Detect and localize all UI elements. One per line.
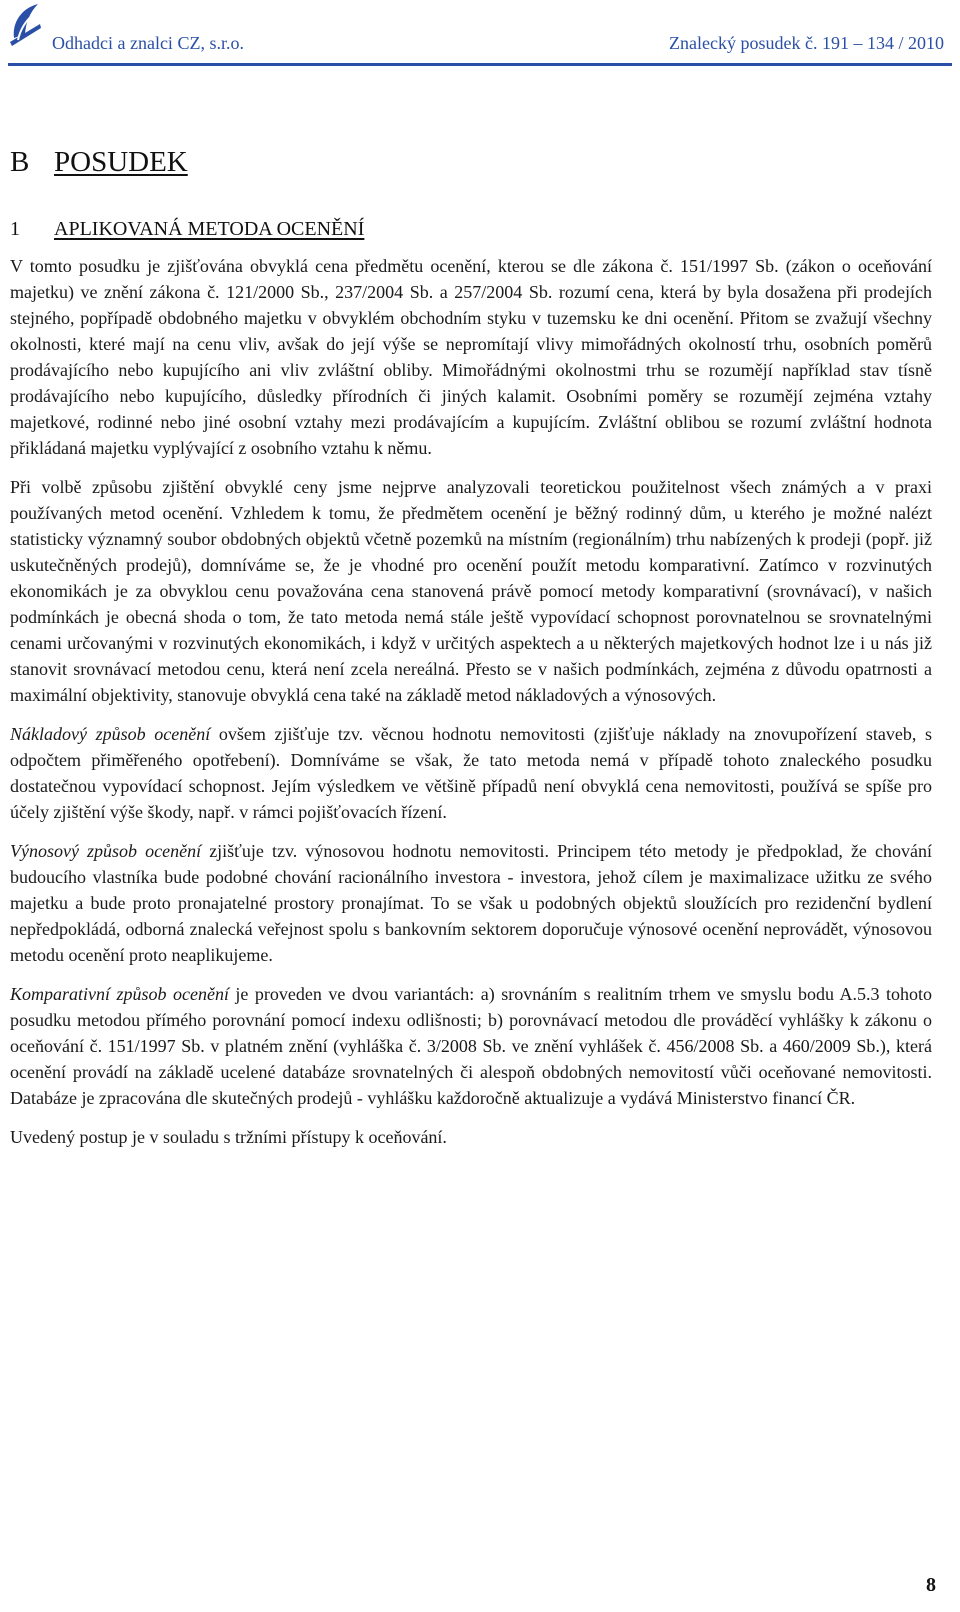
page-header — [0, 0, 960, 68]
paragraph-conclusion: Uvedený postup je v souladu s tržními přístupy k oceňování. — [10, 1127, 447, 1147]
paragraph-method-choice: Při volbě způsobu zjištění obvyklé ceny jsme nejprve analyzovali teoretickou použitelnost všech známých a v praxi používaných metod ocenění. Vzhledem k tomu, že předmětem ocenění je běžný rodinný dům, u kterého je možné nalézt statisticky významný soubor obdobných objektů včetně pozemků na místním (regionálním) trhu nabízených k prodeji (popř. již uskutečněných prodejů), domníváme se, že je vhodné pro ocenění použít metodu komparativní. Zatímco v rozvinutých ekonomikách je za obvyklou cenu považována cena stanovená právě pomocí metody komparativní (srovnávací), v našich podmínkách je obecná shoda o tom, že tato metoda nemá stále ještě vypovídací schopnost porovnatelnou se srovnatelnými cenami určovanými v rozvinutých ekonomikách, i když v určitých aspektech a u některých majetkových hodnot lze i u nás již stanovit srovnávací metodou cenu, která není zcela nereálná. Přesto se v našich podmínkách, zejména z důvodu opatrnosti a maximální objektivity, stanovuje obvyklá cena také na základě metod nákladových a výnosových. — [10, 477, 932, 705]
document-body — [10, 253, 932, 1163]
subsection-heading — [10, 218, 364, 241]
comparative-method-lead: Komparativní způsob ocenění — [10, 984, 229, 1004]
income-method-lead: Výnosový způsob ocenění — [10, 841, 202, 861]
cost-method-text: ovšem zjišťuje tzv. věcnou hodnotu nemovitosti (zjišťuje náklady na znovupořízení staveb, s odpočtem přiměřeného opotřebení). Domníváme se však, že tato metoda nemá v případě tohoto znaleckého posudku dostatečnou vypovídací schopnost. Jejím výsledkem ve většině případů není obvyklá cena nemovitosti, používá se spíše pro účely zjištění výše škody, např. v rámci pojišťovacích řízení. — [10, 724, 932, 822]
comparative-method-text: je proveden ve dvou variantách: a) srovnáním s realitním trhem ve smyslu bodu A.5.3 tohoto posudku metodou přímého porovnání pomocí indexu odlišnosti; b) porovnávací metodou dle prováděcí vyhlášky k zákonu o oceňování č. 151/1997 Sb. v platném znění (vyhláška č. 3/2008 Sb. ve znění vyhlášek č. 456/2008 Sb. a 460/2009 Sb.), která ocenění provádí na základě ucelené databáze srovnatelných či alespoň obdobných nemovitostí vůči oceňované nemovitosti. Databáze je zpracována dle skutečných prodejů - vyhlášku každoročně aktualizuje a vydává Ministerstvo financí ČR. — [10, 984, 933, 1108]
section-number: B — [10, 146, 30, 178]
income-method-text: zjišťuje tzv. výnosovou hodnotu nemovitosti. Principem této metody je předpoklad, že chování budoucího vlastníka bude podobné chování racionálního investora - investora, jehož cílem je maximalizace užitku ze svého majetku a bude proto pronajatelné prostory pronajímat. To se však u podobných objektů sloužících pro rezidenční bydlení nepředpokládá, odborná znalecká veřejnost spolu s bankovním sektorem doporučuje výnosové ocenění neprovádět, výnosovou metodu ocenění proto neaplikujeme. — [10, 841, 932, 965]
company-logo-icon — [8, 2, 42, 46]
section-title: POSUDEK — [54, 146, 188, 178]
subsection-title: APLIKOVANÁ METODA OCENĚNÍ — [54, 218, 365, 240]
company-name: Odhadci a znalci CZ, s.r.o. — [52, 33, 244, 53]
paragraph-definition: V tomto posudku je zjišťována obvyklá cena předmětu ocenění, kterou se dle zákona č. 151/1997 Sb. (zákon o oceňování majetku) ve znění zákona č. 121/2000 Sb., 237/2004 Sb. a 257/2004 Sb. rozumí cena, která by byla dosažena při prodejích stejného, popřípadě obdobného majetku v obvyklém obchodním styku v tuzemsku ke dni ocenění. Přitom se zvažují všechny okolnosti, které mají na cenu vliv, avšak do její výše se nepromítají vlivy mimořádných okolností trhu, osobních poměrů prodávajícího nebo kupujícího ani vliv zvláštní obliby. Mimořádnými okolnostmi trhu se rozumějí například stav tísně prodávajícího nebo kupujícího, důsledky přírodních či jiných kalamit. Osobními poměry se rozumějí zejména vztahy majetkové, rodinné nebo jiné osobní vztahy mezi prodávajícím a kupujícím. Zvláštní oblibou se rozumí zvláštní hodnota přikládaná majetku vyplývající z osobního vztahu k němu. — [10, 256, 932, 458]
paragraph-cost-method — [10, 721, 932, 825]
subsection-number: 1 — [10, 218, 20, 240]
paragraph-comparative-method — [10, 981, 932, 1111]
document-reference: Znalecký posudek č. 191 – 134 / 2010 — [669, 33, 944, 53]
paragraph-income-method — [10, 838, 932, 968]
section-heading — [10, 146, 188, 179]
header-divider — [8, 63, 952, 66]
cost-method-lead: Nákladový způsob ocenění — [10, 724, 211, 744]
page-number: 8 — [926, 1574, 936, 1596]
